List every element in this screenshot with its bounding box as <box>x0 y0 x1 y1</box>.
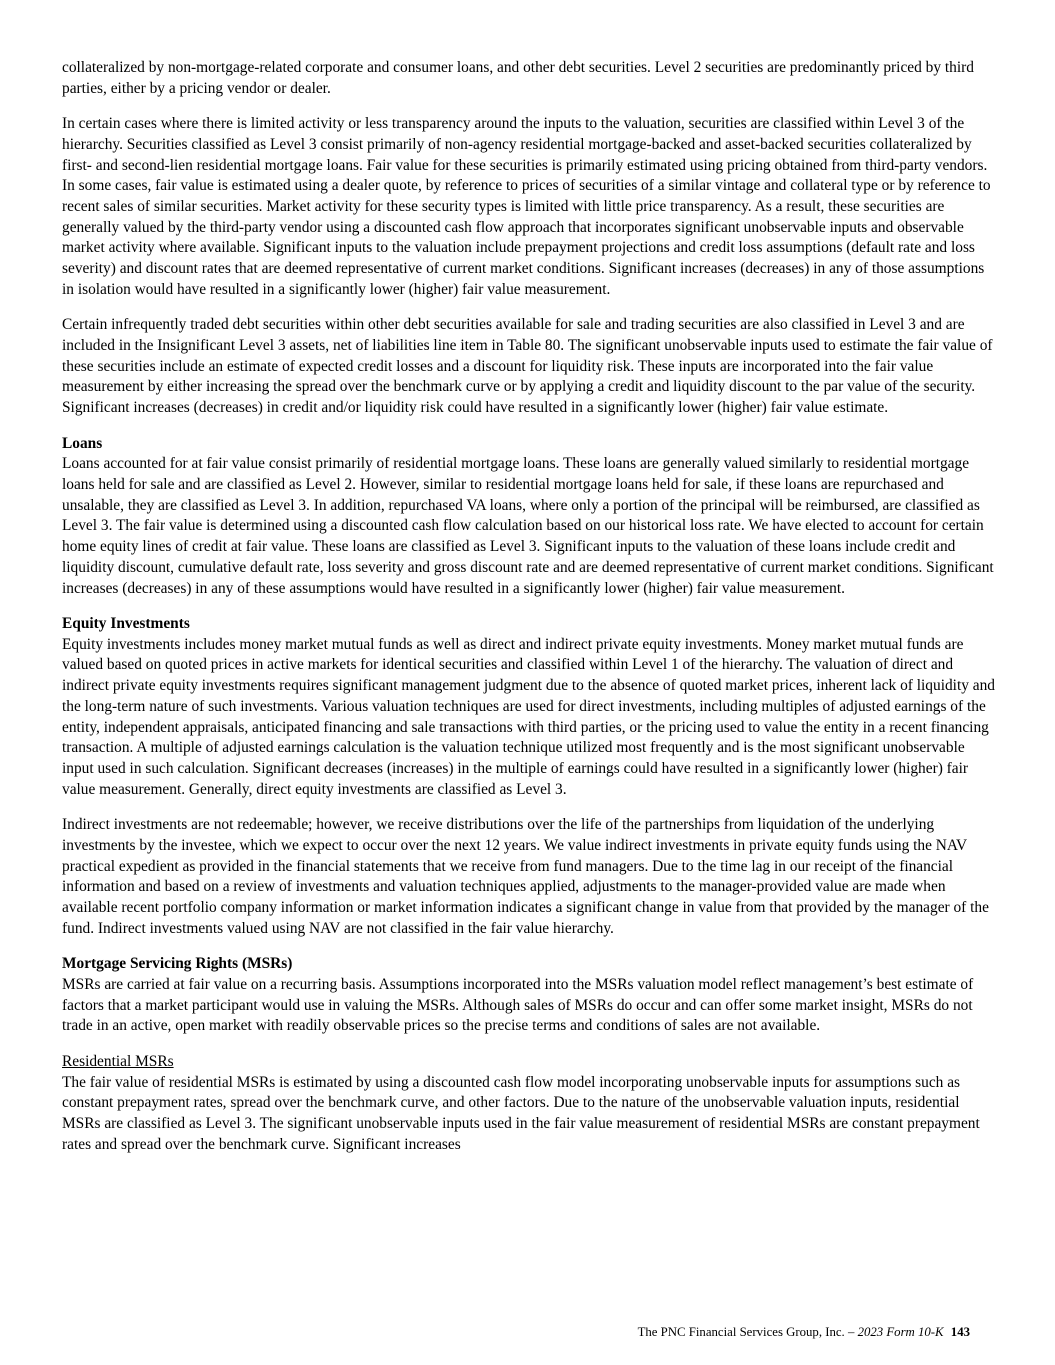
page-number: 143 <box>950 1325 970 1339</box>
subheading-residential-msrs: Residential MSRs <box>62 1052 174 1070</box>
footer-form: 2023 Form 10-K <box>857 1325 944 1339</box>
section-msrs <box>62 954 996 1037</box>
loans-text: Loans accounted for at fair value consist primarily of residential mortgage loans. These loans are generally valued similarly to residential mortgage loans held for sale and are classified as Level 2. However, similar to residential mortgage loans held for sale, if these loans are repurchased and unsalable, they are classified as Level 3. In addition, repurchased VA loans, where only a portion of the principal will be reimbursed, are classified as Level 3. The fair value is determined using a discounted cash flow calculation based on our historical loss rate. We have elected to account for certain home equity lines of credit at fair value. These loans are classified as Level 3. Significant inputs to the valuation of these loans include credit and liquidity discount, cumulative default rate, loss severity and gross discount rate and are deemed representative of current market conditions. Significant increases (decreases) in any of these assumptions would have resulted in a significantly lower (higher) fair value measurement. <box>62 455 994 597</box>
document-page <box>62 58 996 1170</box>
section-loans <box>62 434 996 600</box>
section-heading-msrs: Mortgage Servicing Rights (MSRs) <box>62 955 293 973</box>
residential-msrs-text: The fair value of residential MSRs is estimated by using a discounted cash flow model incorporating unobservable inputs for assumptions such as constant prepayment rates, spread over the benchmark curve, and other factors. Due to the nature of the unobservable valuation inputs, residential MSRs are classified as Level 3. The significant unobservable inputs used in the fair value measurement of residential MSRs are constant prepayment rates and spread over the benchmark curve. Significant increases <box>62 1073 980 1153</box>
section-residential-msrs <box>62 1052 996 1156</box>
footer-company: The PNC Financial Services Group, Inc. – <box>637 1325 855 1339</box>
paragraph-level2-pricing: collateralized by non-mortgage-related corporate and consumer loans, and other debt securities. Level 2 securities are predominantly priced by third parties, either by a pricing vendor or dealer. <box>62 59 974 97</box>
equity-text: Equity investments includes money market mutual funds as well as direct and indirect private equity investments. Money market mutual funds are valued based on quoted prices in active markets for identical securities and classified within Level 1 of the hierarchy. The valuation of direct and indirect private equity investments requires significant management judgment due to the absence of quoted market prices, inherent lack of liquidity and the long-term nature of such investments. Various valuation techniques are used for direct investments, including multiples of adjusted earnings of the entity, independent appraisals, anticipated financing and sale transactions with third parties, or the pricing used to value the entity in a recent financing transaction. A multiple of adjusted earnings calculation is the valuation technique utilized most frequently and is the most significant unobservable input used in such calculation. Significant decreases (increases) in the multiple of earnings could have resulted in a significantly lower (higher) fair value measurement. Generally, direct equity investments are classified as Level 3. <box>62 635 995 798</box>
section-heading-loans: Loans <box>62 434 103 452</box>
section-equity-investments <box>62 614 996 800</box>
paragraph-indirect-investments: Indirect investments are not redeemable; however, we receive distributions over the life of the partnerships from liquidation of the underlying investments by the investee, which we expect to occur over the next 12 years. We value indirect investments in private equity funds using the NAV practical expedient as provided in the financial statements that we receive from fund managers. Due to the time lag in our receipt of the financial information and based on a review of investments and valuation techniques applied, adjustments to the manager-provided value are made when available recent portfolio company information or market information indicates a significant change in value from that provided by the manager of the fund. Indirect investments valued using NAV are not classified in the fair value hierarchy. <box>62 816 989 937</box>
paragraph-infrequently-traded: Certain infrequently traded debt securities within other debt securities available for sale and trading securities are also classified in Level 3 and are included in the Insignificant Level 3 assets, net of liabilities line item in Table 80. The significant unobservable inputs used to estimate the fair value of these securities include an estimate of expected credit losses and a discount for liquidity risk. These inputs are incorporated into the fair value measurement by either increasing the spread over the benchmark curve or by applying a credit and liquidity discount to the par value of the security. Significant increases (decreases) in credit and/or liquidity risk could have resulted in a significantly lower (higher) fair value estimate. <box>62 316 993 417</box>
msrs-text: MSRs are carried at fair value on a recurring basis. Assumptions incorporated into the MSRs valuation model reflect management’s best estimate of factors that a market participant would use in valuing the MSRs. Although sales of MSRs do occur and can offer some market insight, MSRs do not trade in an active, open market with readily observable prices so the precise terms and conditions of sales are not available. <box>62 975 974 1035</box>
page-footer <box>0 1324 970 1340</box>
section-heading-equity: Equity Investments <box>62 615 190 633</box>
paragraph-level3-securities: In certain cases where there is limited activity or less transparency around the inputs to the valuation, securities are classified within Level 3 of the hierarchy. Securities classified as Level 3 consist primarily of non-agency residential mortgage-backed and asset-backed securities collateralized by first- and second-lien residential mortgage loans. Fair value for these securities is primarily estimated using pricing obtained from third-party vendors. In some cases, fair value is estimated using a dealer quote, by reference to prices of securities of a similar vintage and collateral type or by reference to recent sales of similar securities. Market activity for these security types is limited with little price transparency. As a result, these securities are generally valued by the third-party vendor using a discounted cash flow approach that incorporates significant unobservable inputs and observable market activity where available. Significant inputs to the valuation include prepayment projections and credit loss assumptions (default rate and loss severity) and discount rates that are deemed representative of current market conditions. Significant increases (decreases) in any of those assumptions in isolation would have resulted in a significantly lower (higher) fair value measurement. <box>62 115 991 298</box>
